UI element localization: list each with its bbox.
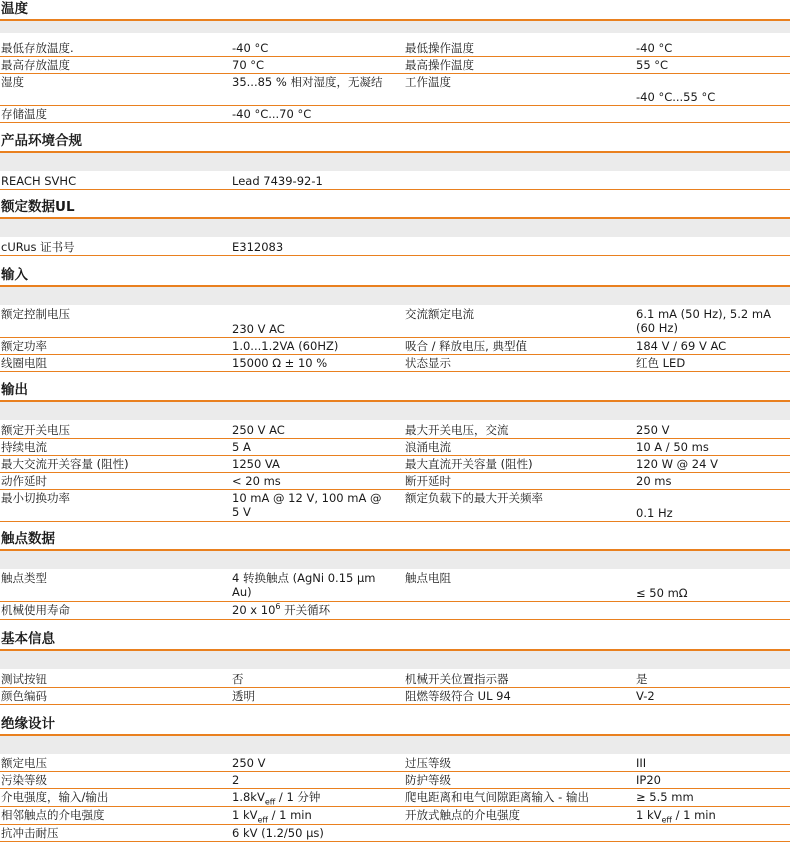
row-label: 浪涌电流 — [405, 440, 451, 454]
section-temperature — [0, 0, 790, 33]
value-subscript: eff — [661, 815, 672, 825]
row-label: 最大直流开关容量 (阻性) — [405, 457, 533, 471]
row-value — [232, 790, 392, 807]
row-label: 机械使用寿命 — [1, 603, 70, 617]
table-row — [0, 491, 790, 522]
row-value: 70 °C — [232, 58, 265, 72]
row-value: 0.1 Hz — [636, 506, 673, 520]
table-row — [0, 790, 790, 807]
value-subscript: eff — [264, 797, 276, 807]
row-value — [636, 808, 786, 825]
row-label: 触点类型 — [1, 571, 47, 585]
row-value: 35...85 % 相对湿度，无凝结 — [232, 75, 383, 89]
table-row — [0, 41, 790, 57]
section-title: 温度 — [0, 0, 790, 21]
row-value: 否 — [232, 672, 244, 686]
section-spacer — [0, 287, 790, 305]
row-label: 持续电流 — [1, 440, 47, 454]
row-label: 相邻触点的介电强度 — [1, 808, 105, 822]
row-label: 阻燃等级符合 UL 94 — [405, 689, 511, 703]
table-row — [0, 307, 790, 338]
row-label: 额定功率 — [1, 339, 47, 353]
row-label: 状态显示 — [405, 356, 451, 370]
row-label: 动作延时 — [1, 474, 47, 488]
section-input — [0, 266, 790, 305]
row-label: 触点电阻 — [405, 571, 451, 585]
section-title: 额定数据UL — [0, 198, 790, 219]
row-value: 1.0...1.2VA (60HZ) — [232, 339, 339, 353]
row-label: 最大交流开关容量 (阻性) — [1, 457, 129, 471]
section-general-info — [0, 630, 790, 669]
row-label: 存储温度 — [1, 107, 47, 121]
row-value: 250 V AC — [232, 423, 285, 437]
row-label: 介电强度，输入/输出 — [1, 790, 109, 804]
row-label: 防护等级 — [405, 773, 451, 787]
section-output — [0, 381, 790, 420]
row-value: 250 V — [636, 423, 670, 437]
row-value: 250 V — [232, 756, 266, 770]
row-value — [232, 603, 392, 617]
section-spacer — [0, 736, 790, 754]
table-row — [0, 58, 790, 74]
value-text: 20 x 10 — [232, 603, 276, 617]
section-spacer — [0, 153, 790, 171]
row-value: 6 kV (1.2/50 µs) — [232, 826, 324, 840]
row-label: 额定电压 — [1, 756, 47, 770]
section-insulation — [0, 715, 790, 754]
row-value: V-2 — [636, 689, 655, 703]
value-text: 1 kV — [232, 808, 258, 822]
row-label: 颜色编码 — [1, 689, 47, 703]
row-label: 最低存放温度. — [1, 41, 74, 55]
table-row — [0, 672, 790, 688]
table-row — [0, 423, 790, 439]
row-value: 10 A / 50 ms — [636, 440, 709, 454]
row-value: -40 °C...55 °C — [636, 90, 716, 104]
row-label: cURus 证书号 — [1, 240, 75, 254]
value-subscript: eff — [257, 815, 268, 825]
row-label: 抗冲击耐压 — [1, 826, 59, 840]
table-row — [0, 773, 790, 789]
row-label: 线圈电阻 — [1, 356, 47, 370]
row-label: 污染等级 — [1, 773, 47, 787]
row-value — [232, 808, 392, 825]
table-row — [0, 107, 790, 123]
row-value: 1250 VA — [232, 457, 280, 471]
value-text: / 1 分钟 — [275, 790, 321, 804]
row-value: < 20 ms — [232, 474, 281, 488]
row-label: 断开延时 — [405, 474, 451, 488]
row-value: 4 转换触点 (AgNi 0.15 µm Au) — [232, 571, 376, 599]
row-label: 最小切换功率 — [1, 491, 70, 505]
row-value: 230 V AC — [232, 322, 285, 336]
row-value: 2 — [232, 773, 240, 787]
row-value: -40 °C...70 °C — [232, 107, 312, 121]
table-row — [0, 356, 790, 372]
value-text: / 1 min — [671, 808, 716, 822]
row-label: 最低操作温度 — [405, 41, 474, 55]
row-value: 透明 — [232, 689, 255, 703]
table-row — [0, 603, 790, 620]
value-text: / 1 min — [267, 808, 312, 822]
section-title: 触点数据 — [0, 530, 790, 551]
row-label: 最大开关电压，交流 — [405, 423, 509, 437]
row-label: 机械开关位置指示器 — [405, 672, 509, 686]
table-row — [0, 808, 790, 825]
section-title: 输入 — [0, 266, 790, 287]
table-row — [0, 689, 790, 705]
value-superscript: 6 — [275, 602, 281, 612]
row-value: E312083 — [232, 240, 284, 254]
row-label: 湿度 — [1, 75, 24, 89]
row-label: 过压等级 — [405, 756, 451, 770]
section-spacer — [0, 21, 790, 33]
table-row — [0, 75, 790, 106]
table-row — [0, 474, 790, 490]
section-spacer — [0, 551, 790, 569]
value-text: 1 kV — [636, 808, 662, 822]
row-value: 120 W @ 24 V — [636, 457, 718, 471]
section-spacer — [0, 651, 790, 669]
row-label: 吸合 / 释放电压, 典型值 — [405, 339, 527, 353]
row-value: IP20 — [636, 773, 661, 787]
row-value: -40 °C — [232, 41, 269, 55]
section-title: 产品环境合规 — [0, 132, 790, 153]
row-value: 184 V / 69 V AC — [636, 339, 727, 353]
row-label: 开放式触点的介电强度 — [405, 808, 520, 822]
row-value: 红色 LED — [636, 356, 686, 370]
value-text: 1.8kV — [232, 790, 265, 804]
section-contact-data — [0, 530, 790, 569]
section-title: 绝缘设计 — [0, 715, 790, 736]
row-value: 5 A — [232, 440, 251, 454]
table-row — [0, 440, 790, 456]
row-label: 额定控制电压 — [1, 307, 70, 321]
row-value: 10 mA @ 12 V, 100 mA @ 5 V — [232, 491, 382, 519]
row-label: 测试按钮 — [1, 672, 47, 686]
row-label: 额定开关电压 — [1, 423, 70, 437]
row-value: 15000 Ω ± 10 % — [232, 356, 328, 370]
table-row — [0, 756, 790, 772]
row-label: 最高存放温度 — [1, 58, 70, 72]
row-label: 额定负载下的最大开关频率 — [405, 491, 543, 505]
section-ul-rating — [0, 198, 790, 237]
table-row — [0, 240, 790, 256]
row-value: -40 °C — [636, 41, 673, 55]
section-title: 输出 — [0, 381, 790, 402]
row-value: 55 °C — [636, 58, 669, 72]
row-value: III — [636, 756, 647, 770]
row-value: 是 — [636, 672, 648, 686]
table-row — [0, 571, 790, 602]
row-value: ≥ 5.5 mm — [636, 790, 694, 804]
row-value: 6.1 mA (50 Hz), 5.2 mA (60 Hz) — [636, 307, 771, 335]
table-row — [0, 826, 790, 842]
table-row — [0, 174, 790, 190]
table-row — [0, 457, 790, 473]
section-spacer — [0, 402, 790, 420]
value-text: 开关循环 — [280, 603, 331, 617]
row-value: Lead 7439-92-1 — [232, 174, 323, 188]
section-spacer — [0, 219, 790, 237]
row-label: REACH SVHC — [1, 174, 77, 188]
row-value: ≤ 50 mΩ — [636, 586, 688, 600]
section-title: 基本信息 — [0, 630, 790, 651]
row-value: 20 ms — [636, 474, 672, 488]
section-environment-compliance — [0, 132, 790, 171]
row-label: 交流额定电流 — [405, 307, 474, 321]
table-row — [0, 339, 790, 355]
row-label: 最高操作温度 — [405, 58, 474, 72]
row-label: 工作温度 — [405, 75, 451, 89]
row-label: 爬电距离和电气间隙距离输入 - 输出 — [405, 790, 589, 804]
